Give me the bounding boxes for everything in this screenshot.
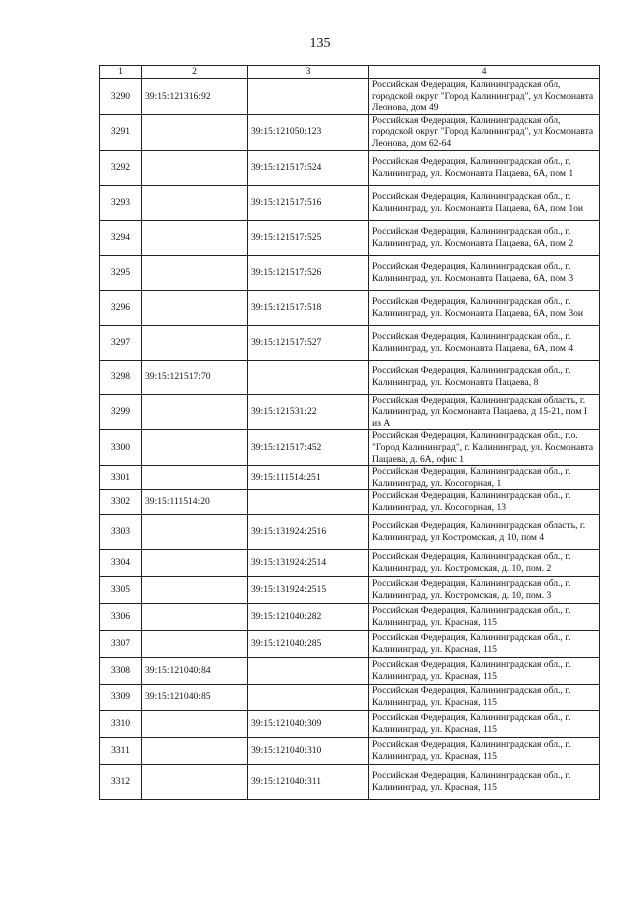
cadastral-number-col3: 39:15:121517:525	[248, 220, 369, 255]
cadastral-number-col3: 39:15:131924:2514	[248, 549, 369, 576]
header-col-3: 3	[248, 66, 369, 79]
row-number: 3294	[100, 220, 142, 255]
cadastral-number-col3: 39:15:121517:527	[248, 325, 369, 360]
cadastral-number-col2	[142, 576, 248, 603]
address: Российская Федерация, Калининградская область, г. Калининград, ул Костромская, д 10, пом 4	[369, 514, 600, 549]
row-number: 3297	[100, 325, 142, 360]
row-number: 3290	[100, 79, 142, 115]
cadastral-number-col2: 39:15:121040:84	[142, 657, 248, 684]
address: Российская Федерация, Калининградская обл., г. Калининград, ул. Космонавта Пацаева, 8	[369, 360, 600, 394]
table-row	[100, 150, 600, 185]
cadastral-number-col2	[142, 290, 248, 325]
cadastral-number-col2: 39:15:111514:20	[142, 490, 248, 514]
cadastral-number-col3: 39:15:121517:526	[248, 255, 369, 290]
table-row	[100, 185, 600, 220]
cadastral-number-col2	[142, 603, 248, 630]
cadastral-number-col2	[142, 185, 248, 220]
address: Российская Федерация, Калининградская обл., г. Калининград, ул. Костромская, д. 10, пом. 3	[369, 576, 600, 603]
row-number: 3303	[100, 514, 142, 549]
cadastral-number-col3	[248, 360, 369, 394]
table-row	[100, 737, 600, 764]
cadastral-number-col2	[142, 255, 248, 290]
table-row	[100, 466, 600, 490]
address: Российская Федерация, Калининградская обл., г. Калининград, ул. Костромская, д. 10, пом. 2	[369, 549, 600, 576]
row-number: 3307	[100, 630, 142, 657]
table-row	[100, 490, 600, 514]
cadastral-number-col3: 39:15:131924:2516	[248, 514, 369, 549]
table-row	[100, 576, 600, 603]
cadastral-number-col3	[248, 657, 369, 684]
row-number: 3311	[100, 737, 142, 764]
row-number: 3292	[100, 150, 142, 185]
cadastral-number-col2	[142, 114, 248, 150]
row-number: 3296	[100, 290, 142, 325]
cadastral-number-col2	[142, 150, 248, 185]
cadastral-number-col3: 39:15:121517:518	[248, 290, 369, 325]
cadastral-number-col2: 39:15:121517:70	[142, 360, 248, 394]
address: Российская Федерация, Калининградская обл, городской округ "Город Калининград", ул Космонавта Леонова, дом 49	[369, 79, 600, 115]
cadastral-number-col3: 39:15:121517:452	[248, 430, 369, 466]
address: Российская Федерация, Калининградская обл., г.о. "Город Калининград", г. Калининград, ул. Космонавта Пацаева, д. 6А, офис 1	[369, 430, 600, 466]
address: Российская Федерация, Калининградская обл, городской округ "Город Калининград", ул Космонавта Леонова, дом 62-64	[369, 114, 600, 150]
address: Российская Федерация, Калининградская обл., г. Калининград, ул. Косогорная, 13	[369, 490, 600, 514]
cadastral-number-col3: 39:15:121517:524	[248, 150, 369, 185]
cadastral-number-col3	[248, 490, 369, 514]
cadastral-number-col2	[142, 514, 248, 549]
table-row	[100, 710, 600, 737]
address: Российская Федерация, Калининградская обл., г. Калининград, ул. Красная, 115	[369, 764, 600, 799]
cadastral-number-col2	[142, 737, 248, 764]
cadastral-number-col2: 39:15:121040:85	[142, 684, 248, 710]
cadastral-number-col2	[142, 325, 248, 360]
header-col-2: 2	[142, 66, 248, 79]
address: Российская Федерация, Калининградская обл., г. Калининград, ул. Космонавта Пацаева, 6А, пом 3	[369, 255, 600, 290]
address: Российская Федерация, Калининградская обл., г. Калининград, ул. Космонавта Пацаева, 6А, пом 1ои	[369, 185, 600, 220]
row-number: 3291	[100, 114, 142, 150]
address: Российская Федерация, Калининградская обл., г. Калининград, ул. Косогорная, 1	[369, 466, 600, 490]
row-number: 3298	[100, 360, 142, 394]
cadastral-number-col2	[142, 710, 248, 737]
cadastral-number-col3: 39:15:121050:123	[248, 114, 369, 150]
table-row	[100, 657, 600, 684]
cadastral-number-col3	[248, 79, 369, 115]
cadastral-number-col2	[142, 764, 248, 799]
address: Российская Федерация, Калининградская обл., г. Калининград, ул. Красная, 115	[369, 737, 600, 764]
cadastral-number-col2	[142, 394, 248, 430]
table-row	[100, 79, 600, 115]
table-row	[100, 630, 600, 657]
cadastral-number-col3: 39:15:121040:309	[248, 710, 369, 737]
row-number: 3293	[100, 185, 142, 220]
table-row	[100, 603, 600, 630]
cadastral-number-col2	[142, 549, 248, 576]
row-number: 3308	[100, 657, 142, 684]
header-col-4: 4	[369, 66, 600, 79]
table-row	[100, 684, 600, 710]
address: Российская Федерация, Калининградская обл., г. Калининград, ул. Красная, 115	[369, 630, 600, 657]
row-number: 3312	[100, 764, 142, 799]
table-row	[100, 290, 600, 325]
row-number: 3300	[100, 430, 142, 466]
cadastral-number-col2	[142, 630, 248, 657]
table-row	[100, 220, 600, 255]
cadastral-number-col2	[142, 430, 248, 466]
address: Российская Федерация, Калининградская обл., г. Калининград, ул. Красная, 115	[369, 710, 600, 737]
cadastral-number-col3: 39:15:121517:516	[248, 185, 369, 220]
address: Российская Федерация, Калининградская обл., г. Калининград, ул. Космонавта Пацаева, 6А, пом 3ои	[369, 290, 600, 325]
table-row	[100, 360, 600, 394]
row-number: 3310	[100, 710, 142, 737]
cadastral-number-col3: 39:15:131924:2515	[248, 576, 369, 603]
address: Российская Федерация, Калининградская обл., г. Калининград, ул. Космонавта Пацаева, 6А, пом 4	[369, 325, 600, 360]
address: Российская Федерация, Калининградская обл., г. Калининград, ул. Космонавта Пацаева, 6А, пом 1	[369, 150, 600, 185]
row-number: 3299	[100, 394, 142, 430]
cadastral-number-col2	[142, 466, 248, 490]
table-row	[100, 394, 600, 430]
address: Российская Федерация, Калининградская обл., г. Калининград, ул. Космонавта Пацаева, 6А, пом 2	[369, 220, 600, 255]
address: Российская Федерация, Калининградская обл., г. Калининград, ул. Красная, 115	[369, 603, 600, 630]
header-row	[100, 66, 600, 79]
cadastral-number-col2	[142, 220, 248, 255]
row-number: 3302	[100, 490, 142, 514]
cadastral-number-col3: 39:15:121040:282	[248, 603, 369, 630]
cadastral-number-col3: 39:15:111514:251	[248, 466, 369, 490]
header-col-1: 1	[100, 66, 142, 79]
address: Российская Федерация, Калининградская обл., г. Калининград, ул. Красная, 115	[369, 657, 600, 684]
row-number: 3309	[100, 684, 142, 710]
table-row	[100, 255, 600, 290]
row-number: 3305	[100, 576, 142, 603]
registry-table	[99, 65, 600, 800]
table-row	[100, 549, 600, 576]
table-header	[100, 66, 600, 79]
table-row	[100, 514, 600, 549]
row-number: 3304	[100, 549, 142, 576]
row-number: 3295	[100, 255, 142, 290]
cadastral-number-col3: 39:15:121531:22	[248, 394, 369, 430]
row-number: 3301	[100, 466, 142, 490]
row-number: 3306	[100, 603, 142, 630]
cadastral-number-col3	[248, 684, 369, 710]
address: Российская Федерация, Калининградская область, г. Калининград, ул Космонавта Пацаева, д 15-21, пом I из А	[369, 394, 600, 430]
cadastral-number-col3: 39:15:121040:285	[248, 630, 369, 657]
table-row	[100, 430, 600, 466]
cadastral-number-col2: 39:15:121316:92	[142, 79, 248, 115]
cadastral-number-col3: 39:15:121040:311	[248, 764, 369, 799]
table-body	[100, 79, 600, 800]
address: Российская Федерация, Калининградская обл., г. Калининград, ул. Красная, 115	[369, 684, 600, 710]
page-number: 135	[309, 36, 331, 51]
table-row	[100, 325, 600, 360]
table-row	[100, 764, 600, 799]
cadastral-number-col3: 39:15:121040:310	[248, 737, 369, 764]
table-row	[100, 114, 600, 150]
